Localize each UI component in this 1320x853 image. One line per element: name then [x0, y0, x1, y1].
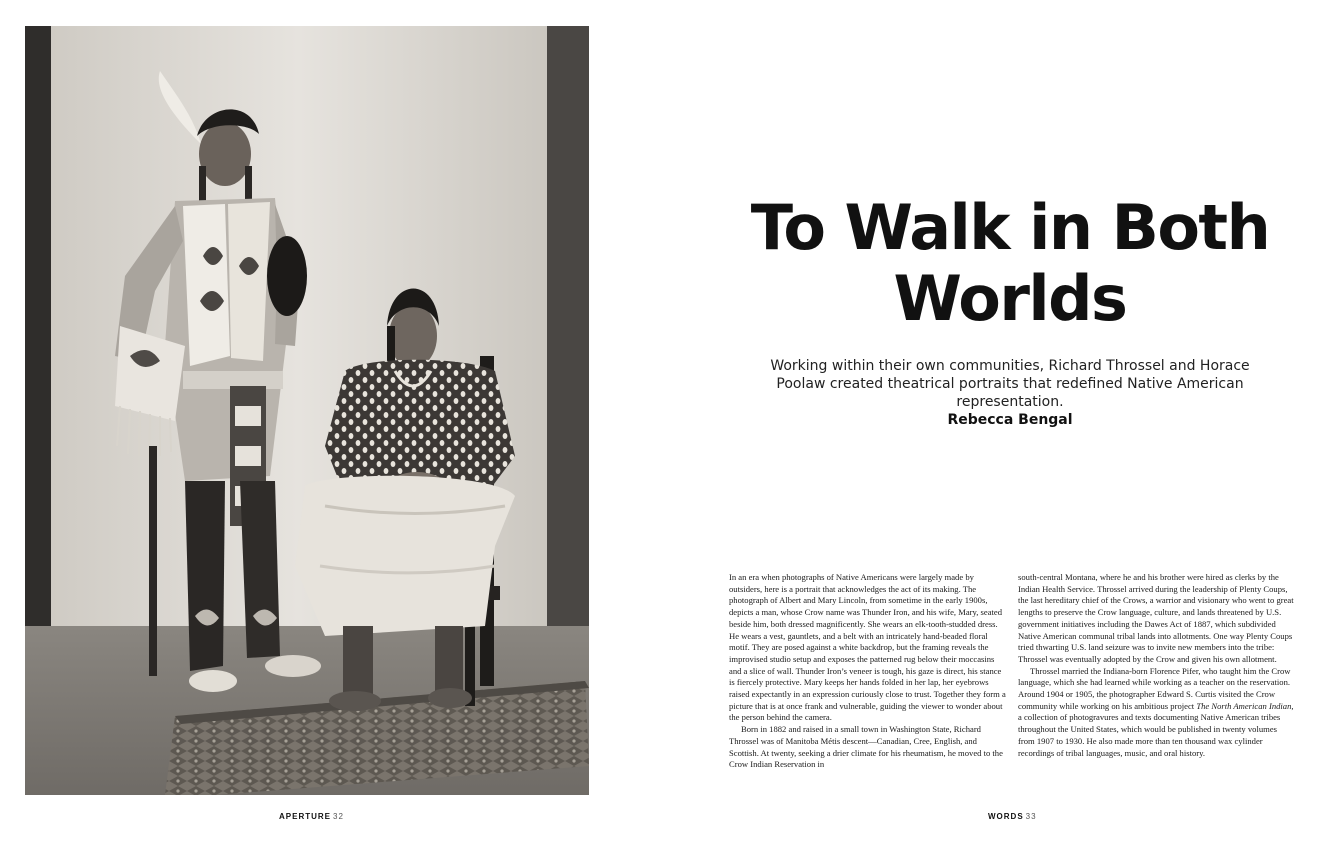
folio-right-label: WORDS — [988, 812, 1024, 821]
article-dek: Working within their own communities, Richard Throssel and Horace Poolaw created theatrical portraits that redefined Native American representation. — [770, 358, 1250, 410]
paragraph — [1018, 666, 1295, 760]
portrait-photograph — [25, 26, 589, 795]
article-headline: To Walk in Both Worlds — [750, 191, 1270, 335]
paragraph: Born in 1882 and raised in a small town in Washington State, Richard Throssel was of Manitoba Métis descent—Canadian, Cree, English, and Scottish. At twenty, seeking a drier climate for his rheumatism, he moved to the Crow Indian Reservation in — [729, 724, 1003, 770]
folio-left-label: APERTURE — [279, 812, 332, 821]
body-column-2 — [1018, 572, 1295, 798]
book-title: The North American Indian — [1196, 700, 1292, 711]
paragraph: In an era when photographs of Native Americans were largely made by outsiders, here is a portrait that acknowledges the act of its making. The photograph of Albert and Mary Lincoln, from sometime in the early 1900s, depicts a man, whose Crow name was Thunder Iron, and his wife, Mary, seated beside him, both dressed magnificently. She wears an elk-tooth-studded dress. He wears a vest, gauntlets, and a belt with an intricately hand-beaded floral motif. They are posed against a white backdrop, but the framing reveals the improvised studio setup and exposes the patterned rug below their moccasins and a slice of wall. Thunder Iron’s veneer is tough, his gaze is direct, his stance is fiercely protective. Mary keeps her hands folded in her lap, her eyebrows raised expectantly in an expression curiously close to trust. Together they form a picture that is at once frank and vulnerable, guiding the viewer to wonder about the person behind the camera. — [729, 572, 1006, 723]
body-column-1 — [729, 572, 1006, 798]
paragraph-text: , a collection of photogravures and texts documenting Native American tribes throughout the United States, which would be published in twenty volumes from 1907 to 1930. He also made more than ten thousand wax cylinder recordings of tribal languages, music, and oral history. — [1018, 700, 1294, 758]
paragraph-text: Throssel married the Indiana-born Florence Pifer, who taught him the Crow language, which she had learned while working as a teacher on the reservation. Around 1904 or 1905, the photographer Edward S. Curtis visited the Crow community while working on his ambitious project — [1018, 665, 1291, 711]
folio-right-number: 33 — [1025, 812, 1037, 821]
folio-left — [279, 812, 344, 821]
article-byline: Rebecca Bengal — [947, 412, 1073, 428]
folio-left-number: 32 — [333, 812, 344, 821]
paragraph: south-central Montana, where he and his brother were hired as clerks by the Indian Health Service. Throssel arrived during the leadership of Plenty Coups, the last hereditary chief of the Crows, a warrior and visionary who went to great lengths to preserve the Crow language, culture, and lands threatened by U.S. government initiatives including the Dawes Act of 1887, which subdivided Native American communal tribal lands into allotments. One way Plenty Coups tried thwarting U.S. land seizure was to invite new members into the tribe: Throssel was eventually adopted by the Crow and given his own allotment. — [1018, 572, 1294, 664]
folio-right — [988, 812, 1037, 821]
